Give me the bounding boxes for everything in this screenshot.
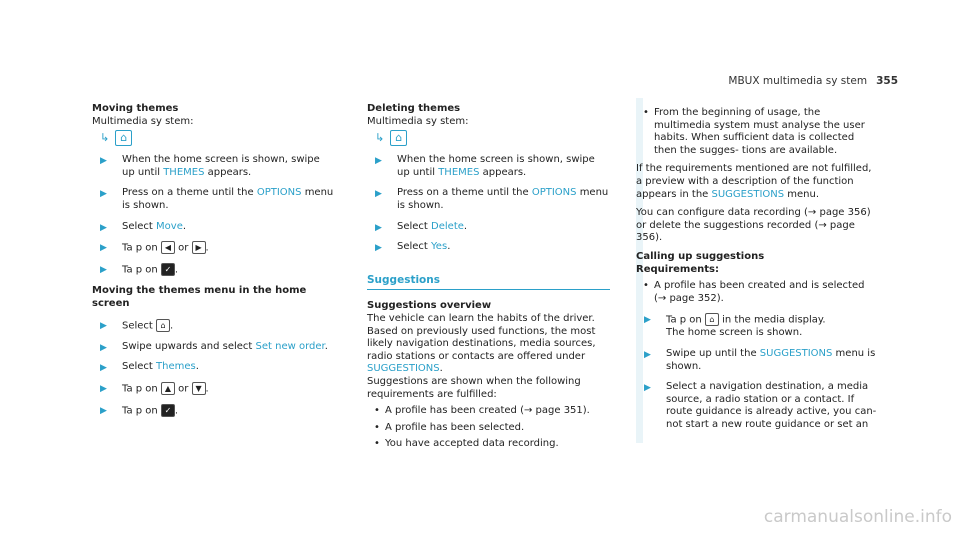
- step: ▶ Swipe up until the SUGGESTIONS menu is shown.: [644, 348, 876, 372]
- step: ▶ Ta p on ▲ or ▼ .: [100, 383, 209, 395]
- path-label: Multimedia sy stem:: [92, 115, 194, 127]
- step: ▶ Ta p on ◀ or ▶ .: [100, 242, 209, 254]
- requirements-heading: Requirements:: [636, 263, 719, 275]
- step-arrow-icon: ▶: [100, 405, 107, 416]
- calling-up-heading: Calling up suggestions: [636, 250, 765, 262]
- step: ▶ Select Themes.: [100, 361, 199, 374]
- path-arrow-icon: ↳: [100, 130, 110, 144]
- menu-path: [375, 130, 610, 146]
- step-arrow-icon: ▶: [100, 265, 107, 276]
- right-arrow-icon: ▶: [192, 241, 206, 254]
- step: ▶ Ta p on ✓ .: [100, 264, 179, 276]
- step: ▶ When the home screen is shown, swipe up until THEMES appears.: [375, 154, 595, 178]
- step-arrow-icon: ▶: [375, 189, 382, 200]
- step: ▶ When the home screen is shown, swipe up until THEMES appears.: [100, 154, 320, 178]
- step: ▶ Select Yes.: [375, 241, 451, 254]
- up-arrow-icon: ▲: [161, 382, 175, 395]
- step-arrow-icon: ▶: [100, 383, 107, 394]
- step-arrow-icon: ▶: [100, 222, 107, 233]
- column-1: [92, 103, 335, 426]
- page-number: 355: [876, 75, 898, 87]
- column-2: [367, 103, 610, 455]
- home-icon: ⌂: [705, 313, 719, 326]
- down-arrow-icon: ▼: [192, 382, 206, 395]
- page-header: [728, 75, 898, 87]
- list-item: • A profile has been created (→ page 351).: [374, 405, 590, 417]
- menu-path: [100, 130, 335, 146]
- home-icon: ⌂: [115, 130, 132, 146]
- column-3: [636, 103, 879, 440]
- home-icon: ⌂: [390, 130, 407, 146]
- step-arrow-icon: ▶: [375, 156, 382, 167]
- step: ▶ Press on a theme until the OPTIONS menu is shown.: [100, 187, 334, 211]
- watermark: carmanualsonline.info: [763, 507, 952, 527]
- step: ▶ Select Move.: [100, 220, 187, 233]
- path-arrow-icon: ↳: [375, 130, 385, 144]
- step-arrow-icon: ▶: [100, 189, 107, 200]
- list-item: • You have accepted data recording.: [374, 438, 559, 450]
- step-arrow-icon: ▶: [100, 243, 107, 254]
- list-item: • A profile has been selected.: [374, 421, 525, 433]
- moving-themes-heading: Moving themes: [92, 103, 179, 114]
- confirm-check-icon: ✓: [161, 263, 175, 276]
- step: ▶ Select Delete.: [375, 220, 468, 233]
- step: ▶ Select ⌂ .: [100, 320, 174, 332]
- step: ▶ Press on a theme until the OPTIONS menu is shown.: [375, 187, 609, 211]
- list-item: • From the beginning of usage, the multimedia system must analyse the user habits. When sufficient data is collected then the sugges- tions are available.: [643, 107, 865, 156]
- list-item: • A profile has been created and is selected (→ page 352).: [643, 280, 865, 304]
- overview-paragraph: The vehicle can learn the habits of the driver. Based on previously used functions, the most likely navigation destinations, media sources, radio stations or contacts are offered under SUGGESTIONS.: [367, 312, 596, 375]
- step-arrow-icon: ▶: [100, 320, 107, 331]
- left-arrow-icon: ◀: [161, 241, 175, 254]
- step-arrow-icon: ▶: [100, 156, 107, 167]
- moving-menu-heading: Moving the themes menu in the home screen: [92, 285, 307, 309]
- header-title: MBUX multimedia sy stem: [728, 75, 868, 87]
- requirements-paragraph: Suggestions are shown when the following requirements are fulfilled:: [367, 375, 581, 400]
- configure-paragraph: You can configure data recording (→ page 356) or delete the suggestions recorded (→ page 356).: [636, 207, 871, 244]
- home-icon: ⌂: [156, 319, 170, 332]
- step-arrow-icon: ▶: [644, 315, 651, 326]
- step-arrow-icon: ▶: [100, 342, 107, 353]
- step: ▶ Ta p on ⌂ in the media display. The home screen is shown.: [644, 314, 826, 339]
- step-arrow-icon: ▶: [100, 363, 107, 374]
- confirm-check-icon: ✓: [161, 404, 175, 417]
- step: ▶ Ta p on ✓ .: [100, 405, 179, 417]
- step: ▶ Swipe upwards and select Set new order.: [100, 340, 328, 353]
- path-label: Multimedia sy stem:: [367, 115, 469, 127]
- step: ▶ Select a navigation destination, a media source, a radio station or a contact. If route guidance is already active, you can- not start a new route guidance or set an: [644, 381, 877, 430]
- step-arrow-icon: ▶: [375, 243, 382, 254]
- step-arrow-icon: ▶: [644, 350, 651, 360]
- deleting-themes-heading: Deleting themes: [367, 103, 461, 114]
- suggestions-section-heading: Suggestions: [367, 274, 610, 291]
- preview-paragraph: If the requirements mentioned are not fulfilled, a preview with a description of the function appears in the SUGGESTIONS menu.: [636, 163, 872, 200]
- step-arrow-icon: ▶: [644, 383, 651, 394]
- suggestions-overview-heading: Suggestions overview: [367, 300, 492, 312]
- step-arrow-icon: ▶: [375, 222, 382, 233]
